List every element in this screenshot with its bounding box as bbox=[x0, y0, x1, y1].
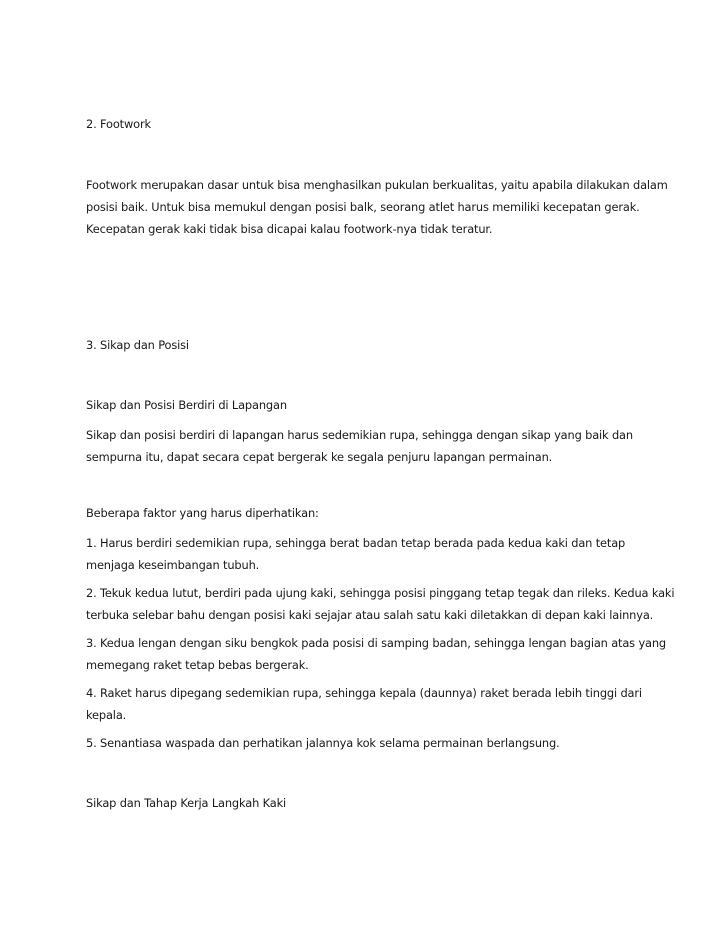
subheading-berdiri: Sikap dan Posisi Berdiri di Lapangan bbox=[86, 398, 287, 412]
paragraph-line: sempurna itu, dapat secara cepat bergerak ke segala penjuru lapangan permainan. bbox=[86, 450, 553, 464]
list-item-line: kepala. bbox=[86, 708, 127, 722]
section-heading-footwork: 2. Footwork bbox=[86, 117, 151, 131]
section-heading-sikap-posisi: 3. Sikap dan Posisi bbox=[86, 338, 189, 352]
list-item-line: 2. Tekuk kedua lutut, berdiri pada ujung kaki, sehingga posisi pinggang tetap tegak dan rileks. Kedua kaki bbox=[86, 586, 675, 600]
paragraph-line: Kecepatan gerak kaki tidak bisa dicapai kalau footwork-nya tidak teratur. bbox=[86, 222, 493, 236]
list-item-line: menjaga keseimbangan tubuh. bbox=[86, 558, 260, 572]
list-item-line: terbuka selebar bahu dengan posisi kaki sejajar atau salah satu kaki diletakkan di depan kaki lainnya. bbox=[86, 608, 654, 622]
subheading-langkah-kaki: Sikap dan Tahap Kerja Langkah Kaki bbox=[86, 796, 287, 810]
paragraph-line: Sikap dan posisi berdiri di lapangan harus sedemikian rupa, sehingga dengan sikap yang baik dan bbox=[86, 428, 633, 442]
factors-intro: Beberapa faktor yang harus diperhatikan: bbox=[86, 506, 319, 520]
list-item-line: memegang raket tetap bebas bergerak. bbox=[86, 658, 309, 672]
list-item-line: 1. Harus berdiri sedemikian rupa, sehingga berat badan tetap berada pada kedua kaki dan tetap bbox=[86, 536, 626, 550]
list-item-line: 4. Raket harus dipegang sedemikian rupa, sehingga kepala (daunnya) raket berada lebih tinggi dari bbox=[86, 686, 642, 700]
paragraph-line: Footwork merupakan dasar untuk bisa menghasilkan pukulan berkualitas, yaitu apabila dilakukan dalam bbox=[86, 178, 668, 192]
list-item-line: 5. Senantiasa waspada dan perhatikan jalannya kok selama permainan berlangsung. bbox=[86, 736, 560, 750]
paragraph-line: posisi baik. Untuk bisa memukul dengan posisi balk, seorang atlet harus memiliki kecepatan gerak. bbox=[86, 200, 640, 214]
list-item-line: 3. Kedua lengan dengan siku bengkok pada posisi di samping badan, sehingga lengan bagian atas yang bbox=[86, 636, 667, 650]
